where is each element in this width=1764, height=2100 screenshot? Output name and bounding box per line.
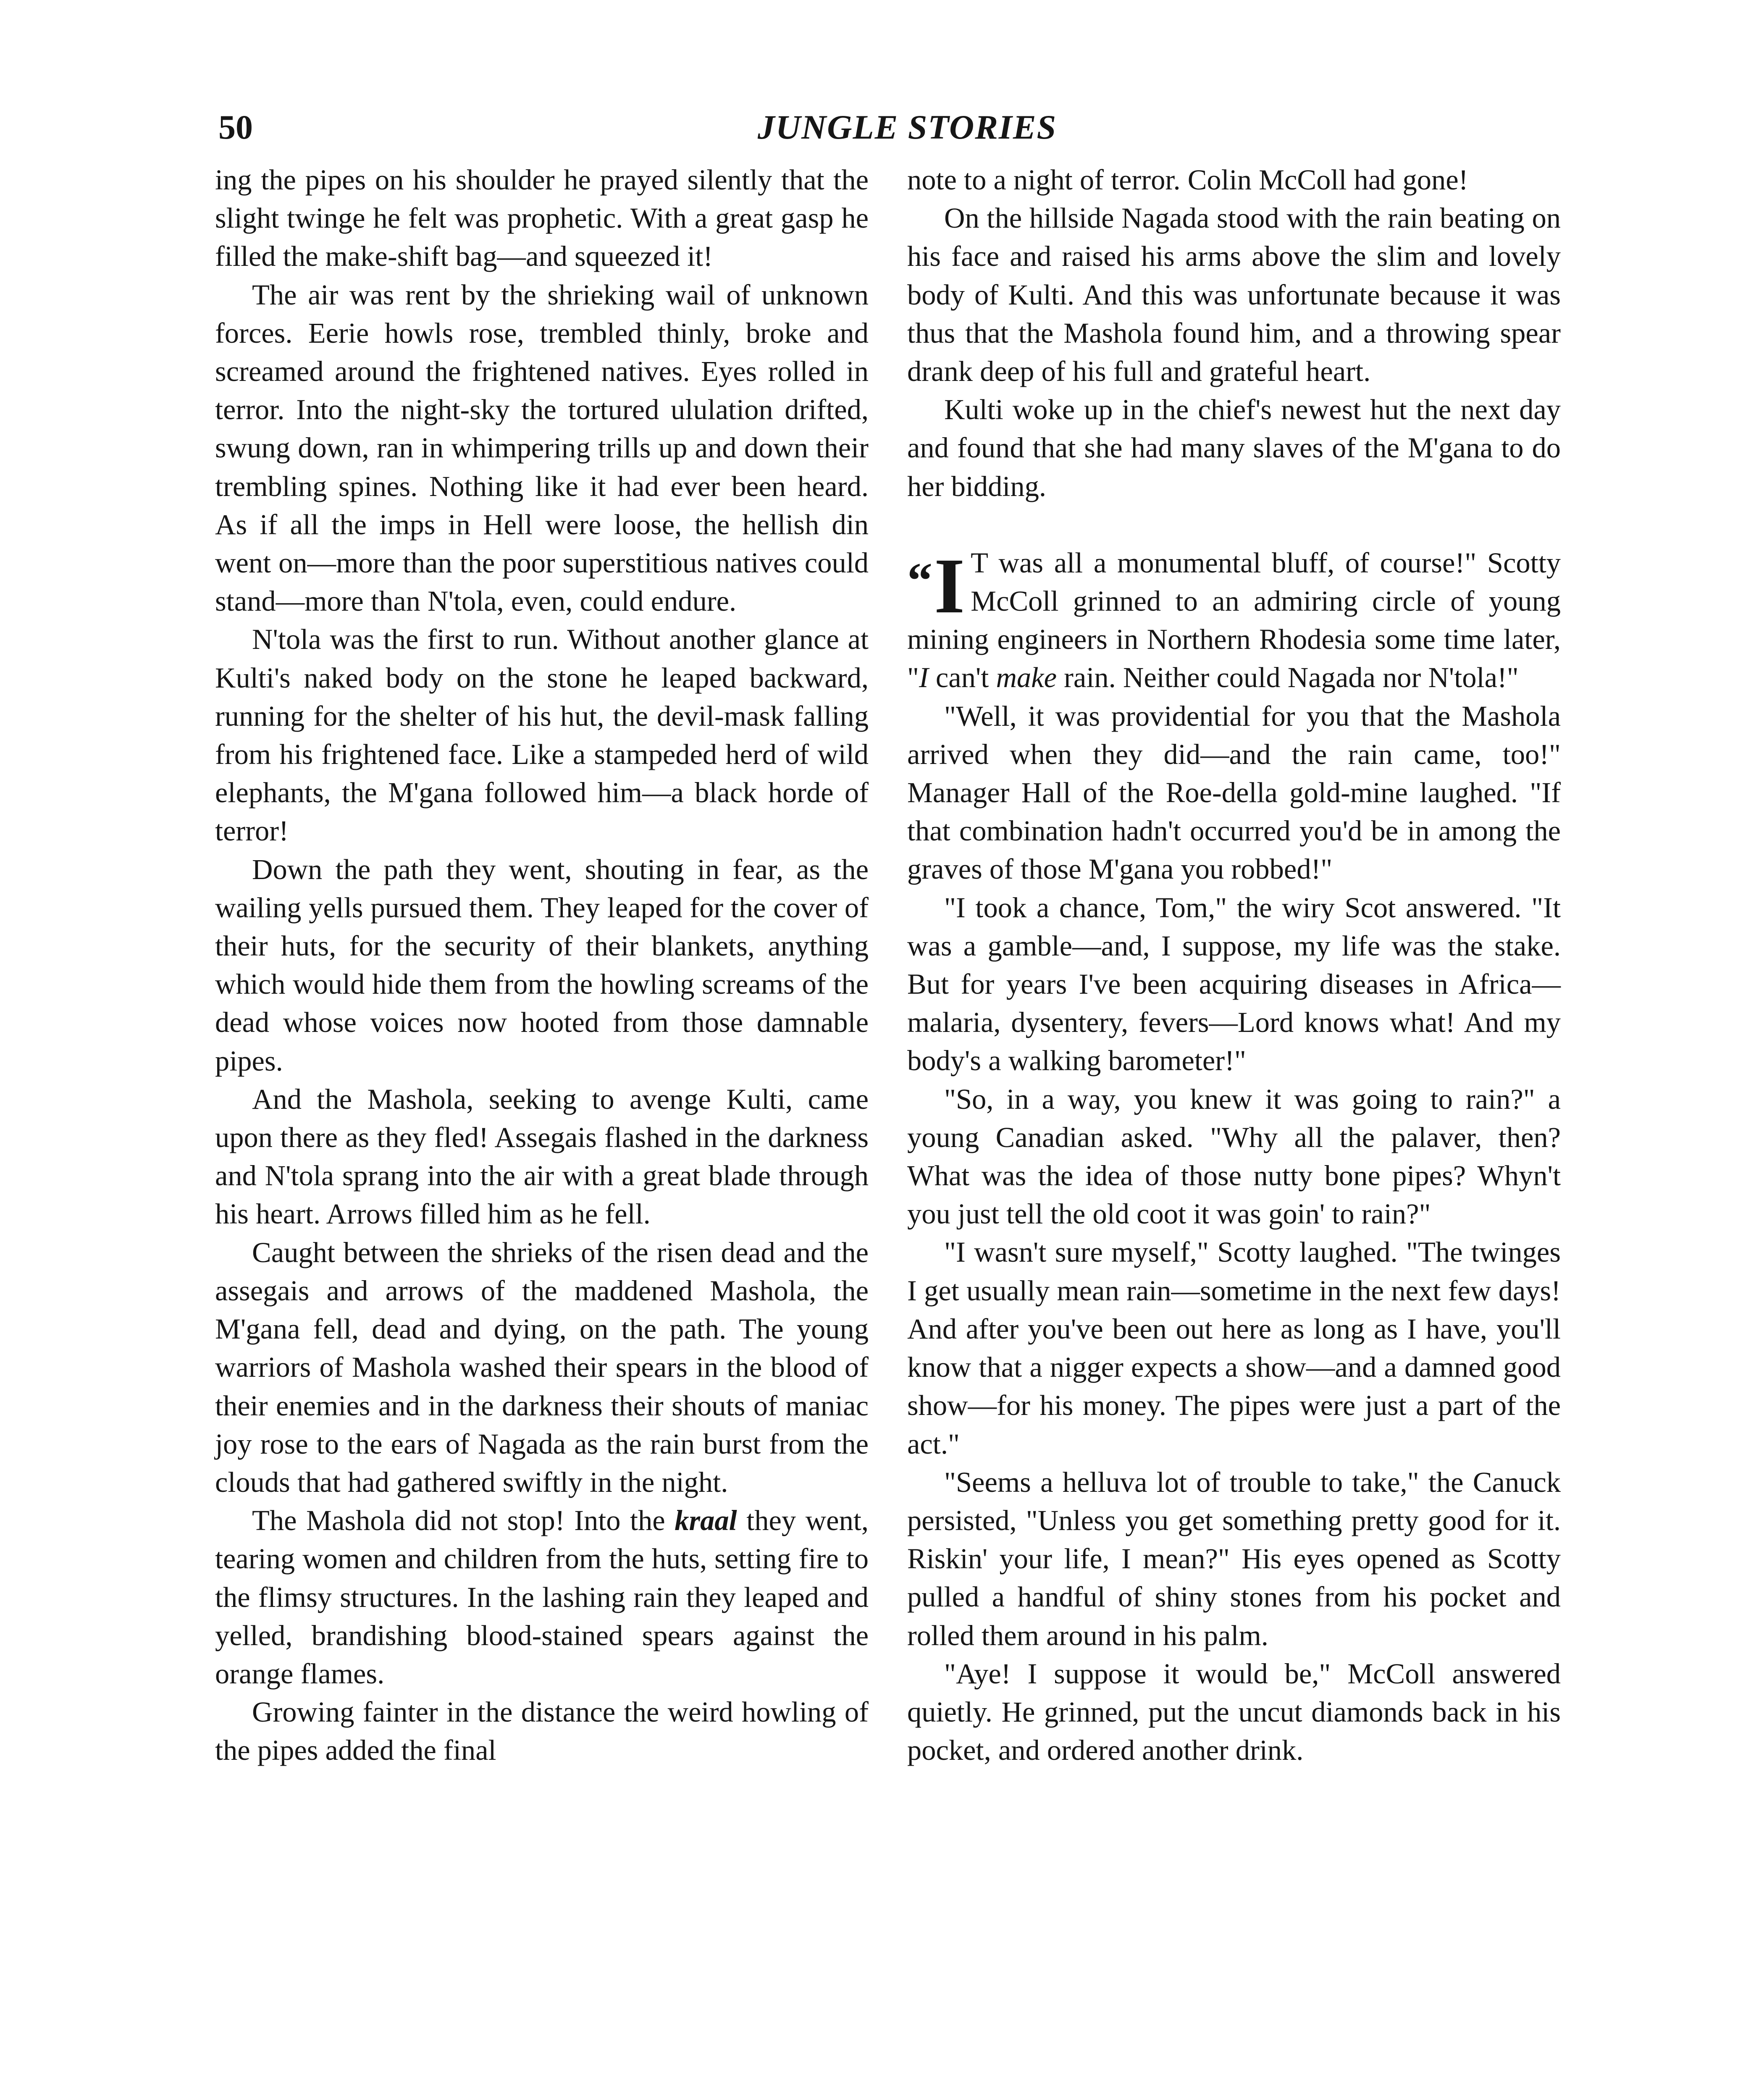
paragraph: On the hillside Nagada stood with the rain beating on his face and raised his arms above the slim and lovely body of Kulti. And this was unfortunate because it was thus that the Mashola found him, and a throwing spear drank deep of his full and grateful heart. [907, 202, 1561, 388]
emphasis-text: make [996, 662, 1057, 694]
paragraph: "I took a chance, Tom," the wiry Scot answered. "It was a gamble—and, I suppose, my life was the stake. But for years I've been acquiring diseases in Africa—malaria, dysentery, fevers—Lord knows what! And my body's a walking barometer!" [907, 891, 1561, 1077]
paragraph: And the Mashola, seeking to avenge Kulti, came upon there as they fled! Assegais flashed in the darkness and N'tola sprang into the air with a great blade through his heart. Arrows filled him as he fell. [215, 1083, 869, 1230]
page-number: 50 [218, 108, 253, 146]
paragraph: N'tola was the first to run. Without another glance at Kulti's naked body on the stone he leaped backward, running for the shelter of his hut, the devil-mask falling from his frightened face. Like a stampeded herd of wild elephants, the M'gana followed him—a black horde of terror! [215, 623, 869, 847]
paragraph [215, 1502, 869, 1693]
drop-cap-quote: “ [907, 552, 932, 608]
paragraph: "Aye! I suppose it would be," McColl answered quietly. He grinned, put the uncut diamonds back in his pocket, and ordered another drink. [907, 1657, 1561, 1767]
paragraph-text: they went, tearing women and children from the huts, setting fire to the flimsy structures. In the lashing rain they leaped and yelled, brandishing blood-stained spears against the orange flames. [215, 1504, 869, 1690]
running-head: JUNGLE STORIES [757, 108, 1057, 146]
drop-cap [907, 541, 965, 630]
right-column [907, 161, 1561, 1769]
paragraph-text: The Mashola did not stop! Into the [252, 1504, 675, 1537]
section-opening-paragraph [907, 541, 1561, 697]
paragraph: Kulti woke up in the chief's newest hut the next day and found that she had many slaves of the M'gana to do her bidding. [907, 394, 1561, 502]
paragraph: "So, in a way, you knew it was going to rain?" a young Canadian asked. "Why all the palaver, then? What was the idea of those nutty bone pipes? Whyn't you just tell the old coot it was goin' to rain?" [907, 1083, 1561, 1230]
paragraph: Down the path they went, shouting in fear, as the wailing yells pursued them. They leaped for the cover of their huts, for the security of their blankets, anything which would hide them from the howling screams of the dead whose voices now hooted from those damnable pipes. [215, 853, 869, 1077]
paragraph-text: T was all a monumental bluff, of course!" Scotty McColl grinned to an admiring circle of young mining engineers in Northern Rhodesia some time later, " [907, 546, 1561, 694]
paragraph-text: can't [928, 662, 996, 694]
emphasis-text: I [919, 662, 929, 694]
drop-cap-letter: I [934, 541, 965, 630]
paragraph: The air was rent by the shrieking wail of unknown forces. Eerie howls rose, trembled thinly, broke and screamed around the frightened natives. Eyes rolled in terror. Into the night-sky the tortured ululation drifted, swung down, ran in whimpering trills up and down their trembling spines. Nothing like it had ever been heard. As if all the imps in Hell were loose, the hellish din went on—more than the poor superstitious natives could stand—more than N'tola, even, could endure. [215, 278, 869, 617]
paragraph: note to a night of terror. Colin McColl had gone! [907, 164, 1468, 196]
emphasis-text: kraal [675, 1504, 737, 1537]
paragraph: Growing fainter in the distance the weird howling of the pipes added the final [215, 1696, 869, 1767]
paragraph: Caught between the shrieks of the risen dead and the assegais and arrows of the maddened Mashola, the M'gana fell, dead and dying, on the path. The young warriors of Mashola washed their spears in the blood of their enemies and in the darkness their shouts of maniac joy rose to the ears of Nagada as the rain burst from the clouds that had gathered swiftly in the night. [215, 1236, 869, 1498]
left-column [215, 161, 869, 1770]
paragraph: "Well, it was providential for you that the Mashola arrived when they did—and the rain came, too!" Manager Hall of the Roe-della gold-mine laughed. "If that combination hadn't occurred you'd be in among the graves of those M'gana you robbed!" [907, 700, 1561, 885]
paragraph: "I wasn't sure myself," Scotty laughed. "The twinges I get usually mean rain—sometime in the next few days! And after you've been out here as long as I have, you'll know that a nigger expects a show—and a damned good show—for his money. The pipes were just a part of the act." [907, 1236, 1561, 1460]
paragraph: ing the pipes on his shoulder he prayed silently that the slight twinge he felt was prophetic. With a great gasp he filled the make-shift bag—and squeezed it! [215, 164, 869, 273]
paragraph: "Seems a helluva lot of trouble to take," the Canuck persisted, "Unless you get something pretty good for it. Riskin' your life, I mean?" His eyes opened as Scotty pulled a handful of shiny stones from his pocket and rolled them around in his palm. [907, 1466, 1561, 1651]
paragraph-text: rain. Neither could Nagada nor N'tola!" [1057, 662, 1519, 694]
